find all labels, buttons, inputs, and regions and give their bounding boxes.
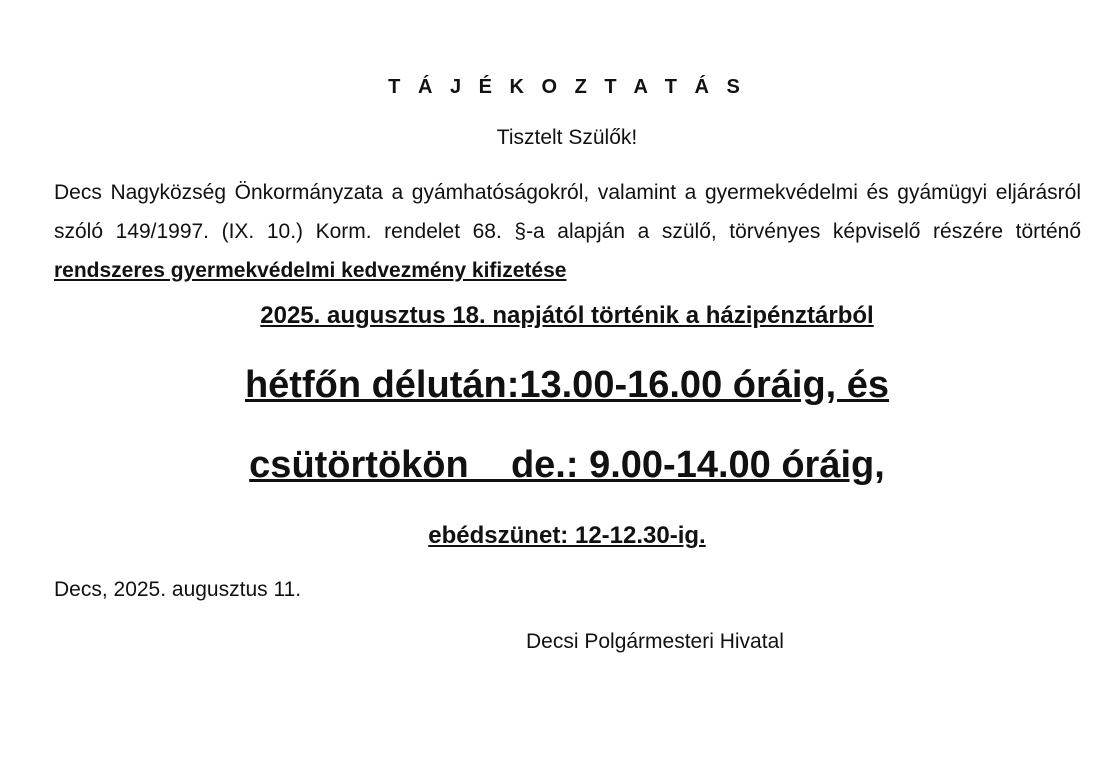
body-text: Decs Nagyközség Önkormányzata a gyámhatóságokról, valamint a gyermekvédelmi és gyámügyi eljárásról szóló 149/1997. (IX. 10.) Korm. rendelet 68. §-a alapján a szülő, törvényes képviselő részére történő [54,181,1081,243]
document-title: T Á J É K O Z T A T Á S [388,76,746,98]
place-and-date: Decs, 2025. augusztus 11. [54,578,302,601]
body-paragraph [54,173,1081,290]
hours-monday: hétfőn délután:13.00-16.00 óráig, és [244,364,890,406]
greeting: Tisztelt Szülők! [496,126,638,149]
signature: Decsi Polgármesteri Hivatal [526,630,784,653]
start-date-line: 2025. augusztus 18. napjától történik a házipénztárból [260,302,874,329]
hours-thursday: csütörtökön de.: 9.00-14.00 óráig, [249,444,885,486]
lunch-break: ebédszünet: 12-12.30-ig. [428,522,706,549]
body-emphasis: rendszeres gyermekvédelmi kedvezmény kifizetése [54,259,567,282]
